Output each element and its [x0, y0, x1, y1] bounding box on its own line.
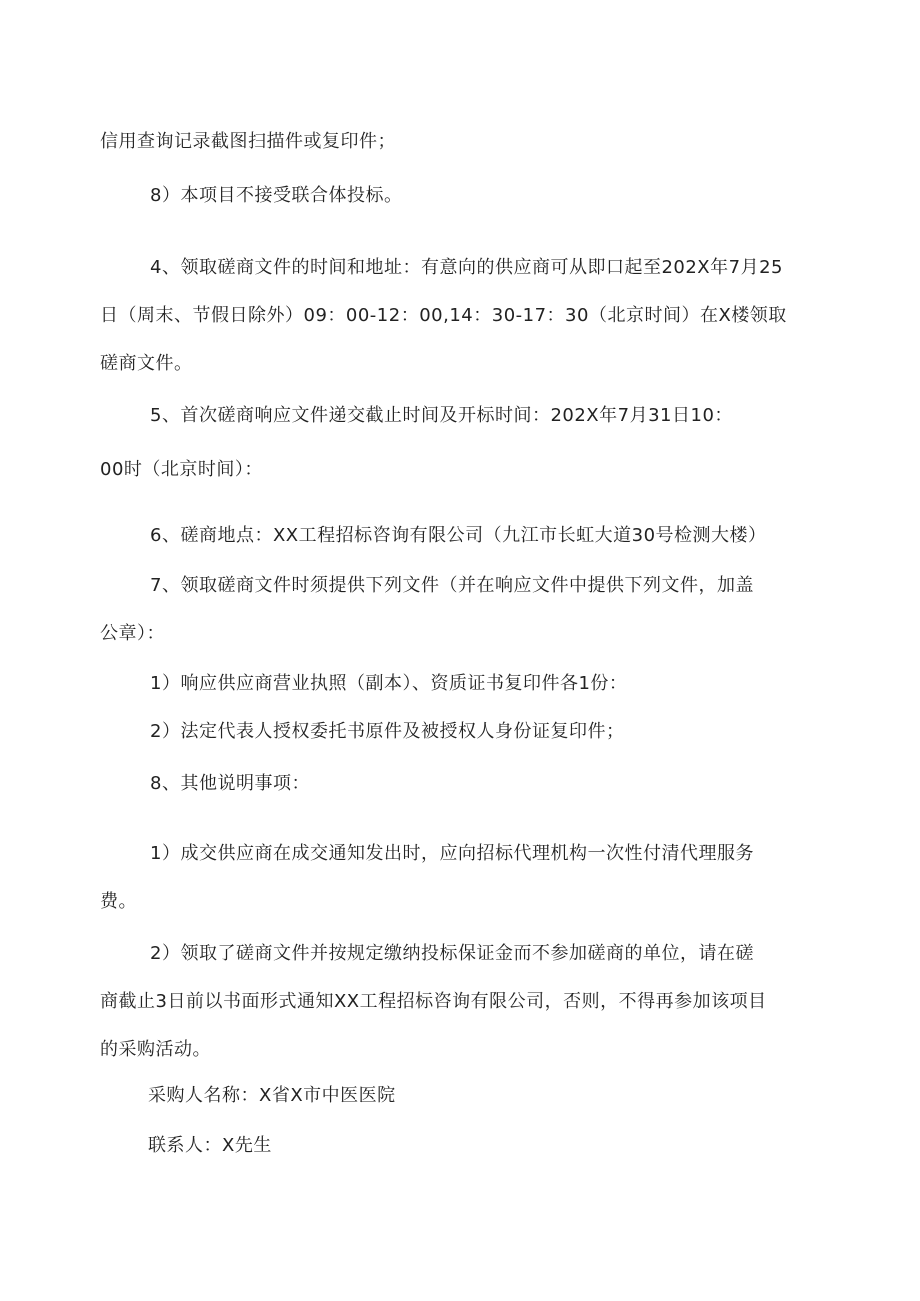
text-line: 8）本项目不接受联合体投标。 — [150, 185, 403, 206]
text-line: 费。 — [100, 891, 137, 912]
text-line: 日（周末、节假日除外）09：00-12：00,14：30-17：30（北京时间）在X楼领取 — [100, 305, 787, 326]
text-line: 1）成交供应商在成交通知发出时，应向招标代理机构一次性付清代理服务 — [150, 843, 754, 864]
text-line: 2）领取了磋商文件并按规定缴纳投标保证金而不参加磋商的单位，请在磋 — [150, 943, 754, 964]
text-line: 2）法定代表人授权委托书原件及被授权人身份证复印件； — [150, 721, 625, 742]
text-line: 00时（北京时间）： — [100, 459, 263, 480]
text-line: 4、领取磋商文件的时间和地址：有意向的供应商可从即口起至202X年7月25 — [150, 257, 783, 278]
text-line: 8、其他说明事项： — [150, 773, 310, 794]
text-line: 6、磋商地点：XX工程招标咨询有限公司（九江市长虹大道30号检测大楼） — [150, 525, 767, 546]
text-line: 采购人名称：X省X市中医医院 — [148, 1085, 396, 1106]
text-line: 联系人：X先生 — [148, 1135, 272, 1156]
text-line: 公章）： — [100, 623, 165, 644]
text-line: 的采购活动。 — [100, 1039, 211, 1060]
text-line: 商截止3日前以书面形式通知XX工程招标咨询有限公司，否则，不得再参加该项目 — [100, 991, 767, 1012]
text-line: 1）响应供应商营业执照（副本）、资质证书复印件各1份： — [150, 673, 628, 694]
text-line: 5、首次磋商响应文件递交截止时间及开标时间：202X年7月31日10： — [150, 405, 733, 426]
text-line: 7、领取磋商文件时须提供下列文件（并在响应文件中提供下列文件，加盖 — [150, 575, 754, 596]
text-line: 信用查询记录截图扫描件或复印件； — [100, 131, 396, 152]
text-line: 磋商文件。 — [100, 353, 193, 374]
